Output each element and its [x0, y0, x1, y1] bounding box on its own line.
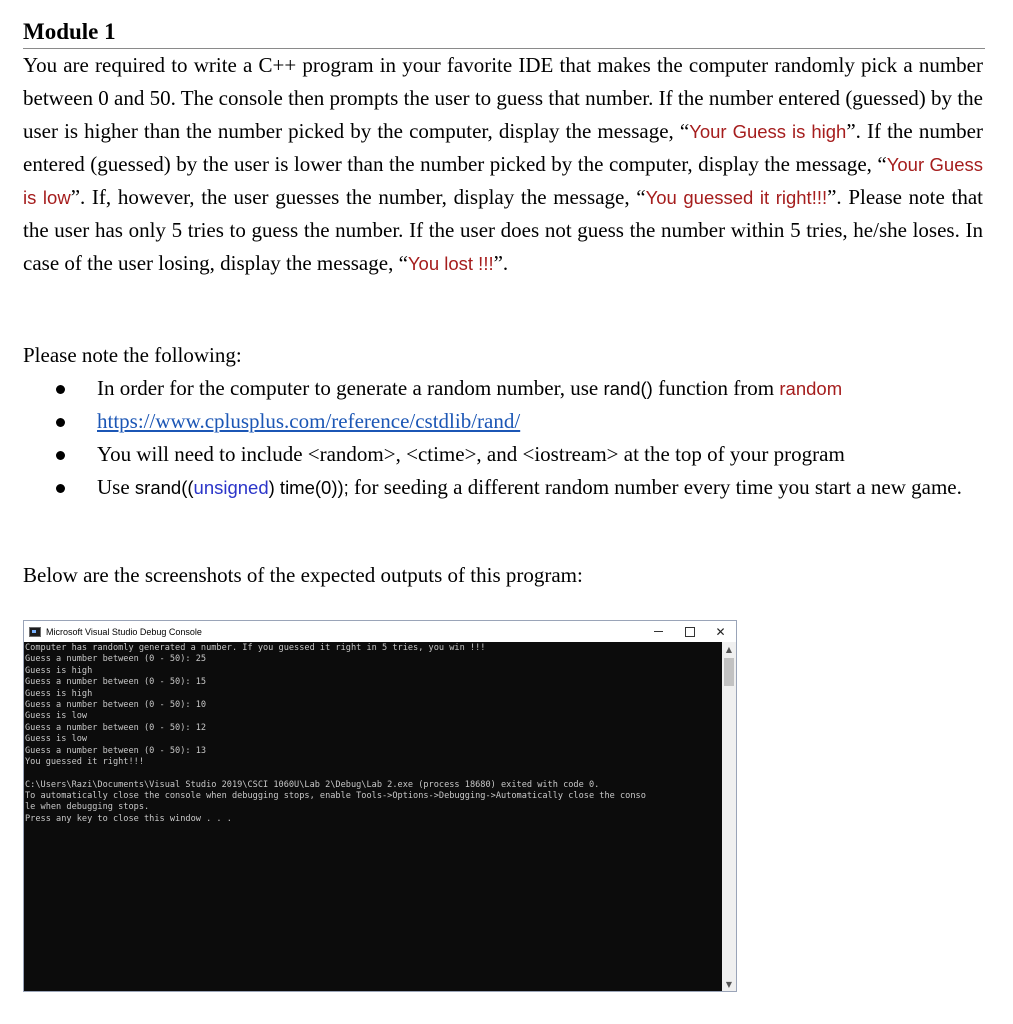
message-low: Your Guess is low [23, 154, 983, 208]
library-name: random [779, 378, 843, 399]
console-app-icon [29, 627, 41, 637]
bullet-icon [56, 385, 65, 394]
message-high: Your Guess is high [689, 121, 847, 142]
note-item-link [56, 405, 986, 438]
console-line: C:\Users\Razi\Documents\Visual Studio 2019\CSCI 1060U\Lab 2\Debug\Lab 2.exe (process 18680) exited with code 0. [25, 779, 600, 790]
console-line: Guess a number between (0 - 50): 10 [25, 699, 207, 710]
bullet-icon [56, 418, 65, 427]
console-line: Guess a number between (0 - 50): 13 [25, 745, 207, 756]
code-srand: srand(( [134, 477, 194, 498]
scroll-down-icon[interactable]: ▼ [725, 979, 733, 989]
code-time: ) time(0)); [268, 477, 349, 498]
note-item-seed [56, 471, 986, 504]
note-text: function from [652, 376, 780, 400]
console-line: Guess is high [25, 688, 93, 699]
console-line: Guess is low [25, 734, 88, 745]
minimize-icon [654, 631, 663, 632]
console-line: Guess is low [25, 711, 88, 722]
para-text-4: ”. Please note that the user has only 5 tries to guess the number. If the user does not guess the number within 5 tries, he/she loses. In case of the user losing, display the message, “ [23, 185, 983, 275]
close-button[interactable] [705, 621, 736, 642]
console-title: Microsoft Visual Studio Debug Console [46, 626, 202, 637]
para-text-3: ”. If, however, the user guesses the number, display the message, “ [70, 185, 646, 209]
scroll-up-icon[interactable]: ▲ [725, 644, 733, 654]
console-line: To automatically close the console when debugging stops, enable Tools->Options->Debugging->Automatically close the conso [25, 791, 646, 802]
note-text: Use [97, 475, 135, 499]
console-line: Press any key to close this window . . . [25, 813, 232, 824]
screenshots-heading: Below are the screenshots of the expected outputs of this program: [23, 563, 583, 587]
console-line: Computer has randomly generated a number. If you guessed it right in 5 tries, you win !!! [25, 643, 486, 653]
notes-heading: Please note the following: [23, 343, 242, 367]
para-text-2: ”. If the number entered (guessed) by the user is lower than the number picked by the computer, display the message, “ [23, 119, 983, 176]
console-line: Guess a number between (0 - 50): 12 [25, 722, 207, 733]
console-line: You guessed it right!!! [25, 756, 144, 767]
console-line: Guess a number between (0 - 50): 25 [25, 654, 207, 665]
note-item-includes [56, 438, 986, 471]
scroll-thumb[interactable] [724, 658, 734, 686]
assignment-paragraph [23, 49, 983, 280]
para-text-1: You are required to write a C++ program in your favorite IDE that makes the computer randomly pick a number between 0 and 50. The console then prompts the user to guess that number. If the number entered (guessed) by the user is higher than the number picked by the computer, display the message, “ [23, 53, 983, 143]
console-output[interactable] [24, 642, 722, 991]
module-heading: Module 1 [23, 18, 985, 49]
notes-list [56, 372, 986, 504]
note-item-rand [56, 372, 986, 405]
console-line: Guess is high [25, 665, 93, 676]
console-line: le when debugging stops. [25, 802, 150, 813]
message-lost: You lost !!! [407, 253, 494, 274]
maximize-button[interactable] [674, 621, 705, 642]
bullet-icon [56, 451, 65, 460]
maximize-icon [685, 627, 695, 637]
note-text: for seeding a different random number every time you start a new game. [348, 475, 962, 499]
note-text: In order for the computer to generate a random number, use [97, 376, 604, 400]
message-right: You guessed it right!!! [645, 187, 828, 208]
note-text: You will need to include <random>, <ctime>, and <iostream> at the top of your program [97, 442, 845, 466]
para-text-5: ”. [493, 251, 509, 275]
bullet-icon [56, 484, 65, 493]
code-keyword: unsigned [193, 477, 269, 498]
console-titlebar[interactable] [24, 621, 736, 642]
code-rand: rand() [603, 378, 653, 399]
console-line [25, 768, 722, 779]
close-icon: ✕ [715, 624, 726, 639]
debug-console-window [23, 620, 737, 992]
console-scrollbar[interactable] [722, 642, 736, 991]
minimize-button[interactable] [643, 621, 674, 642]
window-controls [643, 621, 736, 642]
reference-link[interactable]: https://www.cplusplus.com/reference/cstdlib/rand/ [97, 409, 521, 433]
console-line: Guess a number between (0 - 50): 15 [25, 677, 207, 688]
